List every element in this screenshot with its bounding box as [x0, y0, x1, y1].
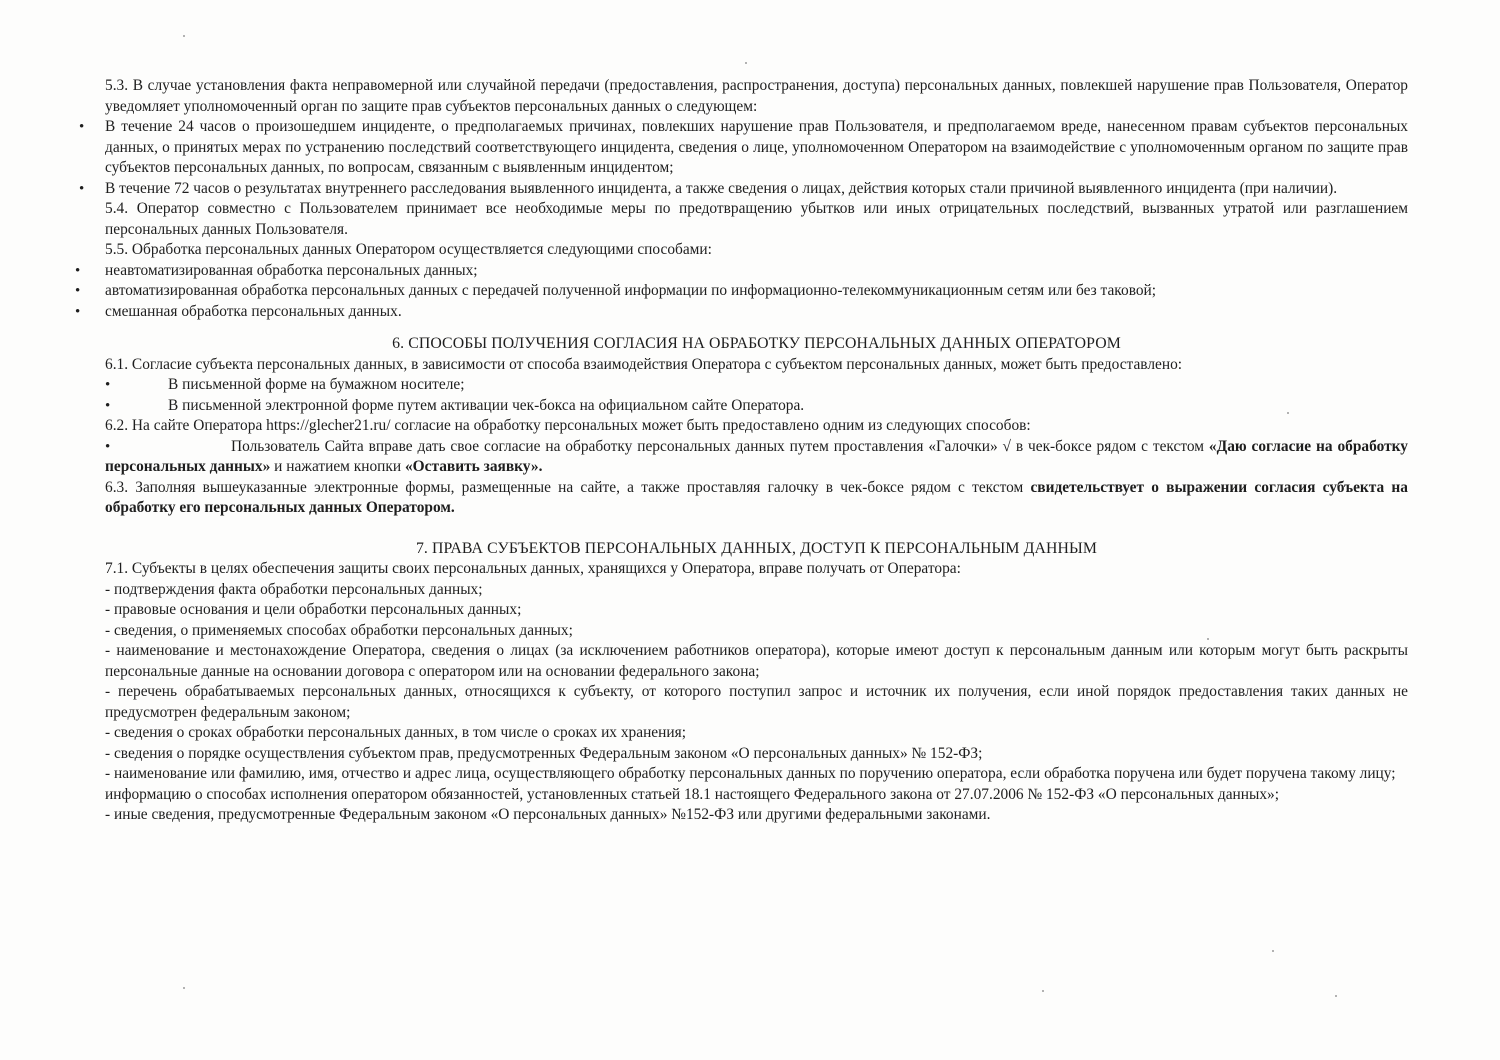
submit-button-label: «Оставить заявку». [404, 458, 543, 475]
scan-speck [183, 987, 185, 989]
paragraph-6-2: 6.2. На сайте Оператора https://glecher21.ru/ согласие на обработку персональных может быть предоставлено одним из следующих способов: [105, 417, 1031, 434]
list-item-text: В письменной электронной форме путем активации чек-бокса на официальном сайте Оператора. [168, 396, 805, 414]
list-item [105, 375, 1408, 396]
bullet-marker: • [105, 397, 111, 414]
scan-speck [1042, 990, 1044, 992]
list-item-text: В течение 72 часов о результатах внутреннего расследования выявленного инцидента, а также сведения о лицах, действия которых стали причиной выявленного инцидента (при наличии). [105, 179, 1338, 197]
paragraph-6-3 [105, 478, 1408, 519]
list-item [105, 396, 1408, 417]
rights-list-item: - перечень обрабатываемых персональных данных, относящихся к субъекту, от которого поступил запрос и источник их получения, если иной порядок предоставления таких данных не предусмотрен федеральным законом; [105, 683, 1408, 721]
rights-list-item: - подтверждения факта обработки персональных данных; [105, 580, 483, 598]
paragraph-6-3-bold: свидетельствует о выражении согласия субъекта на обработку его персональных данных Оператором. [105, 478, 1408, 516]
paragraph-7-1: 7.1. Субъекты в целях обеспечения защиты своих персональных данных, хранящихся у Оператора, вправе получать от Оператора: [105, 560, 961, 577]
scan-speck [745, 62, 747, 64]
list-item [79, 117, 1408, 179]
rights-list-item: - сведения о сроках обработки персональных данных, в том числе о сроках их хранения; [105, 724, 686, 741]
list-item [105, 437, 1408, 478]
bullet-marker: • [75, 262, 81, 279]
paragraph-6-3-text: 6.3. Заполняя вышеуказанные электронные формы, размещенные на сайте, а также проставляя галочку в чек-боксе рядом с текстом [105, 478, 1031, 496]
bullet-marker: • [79, 119, 85, 135]
rights-list-item: - сведения о порядке осуществления субъектом прав, предусмотренных Федеральным законом «О персональных данных» № 152-ФЗ; [105, 744, 983, 762]
consent-method-text: Пользователь Сайта вправе дать свое согласие на обработку персональных данных путем проставления «Галочки» √ в чек-боксе рядом с текстом [231, 437, 1209, 455]
section-6-heading: 6. СПОСОБЫ ПОЛУЧЕНИЯ СОГЛАСИЯ НА ОБРАБОТКУ ПЕРСОНАЛЬНЫХ ДАННЫХ ОПЕРАТОРОМ [392, 335, 1121, 352]
list-item-text: В письменной форме на бумажном носителе; [168, 376, 465, 393]
list-item-text: смешанная обработка персональных данных. [105, 302, 402, 320]
paragraph-5-4: 5.4. Оператор совместно с Пользователем принимает все необходимые меры по предотвращению убытков или иных отрицательных последствий, вызванных утратой или разглашением персональных данных Пользователя. [105, 200, 1408, 238]
bullet-marker: • [75, 303, 81, 320]
rights-list-item: - иные сведения, предусмотренные Федеральным законом «О персональных данных» №152-ФЗ или другими федеральными законами. [105, 806, 991, 823]
section-7-heading: 7. ПРАВА СУБЪЕКТОВ ПЕРСОНАЛЬНЫХ ДАННЫХ, ДОСТУП К ПЕРСОНАЛЬНЫМ ДАННЫМ [415, 539, 1098, 557]
paragraph-5-5: 5.5. Обработка персональных данных Оператором осуществляется следующими способами: [105, 241, 712, 258]
list-item [75, 261, 1408, 282]
bullet-marker: • [79, 180, 85, 197]
rights-list-item: - наименование или фамилию, имя, отчество и адрес лица, осуществляющего обработку персональных данных по поручению оператора, если обработка поручена или будет поручена такому лицу; [105, 765, 1396, 782]
list-item-text: автоматизированная обработка персональных данных с передачей полученной информации по информационно-телекоммуникационным сетям или без таковой; [105, 282, 1157, 299]
list-item-text [105, 437, 1408, 478]
scan-speck [183, 35, 185, 37]
scan-speck [1272, 950, 1274, 952]
consent-method-text-2: и нажатием кнопки [270, 458, 405, 475]
bullet-marker: • [75, 283, 81, 299]
rights-list-item: - сведения, о применяемых способах обработки персональных данных; [105, 621, 573, 639]
list-item-text: неавтоматизированная обработка персональных данных; [105, 261, 478, 279]
paragraph-6-1: 6.1. Согласие субъекта персональных данных, в зависимости от способа взаимодействия Оператора с субъектом персональных данных, может быть предоставлено: [105, 355, 1183, 373]
list-item [79, 179, 1408, 200]
bullet-marker: • [105, 438, 111, 455]
paragraph-5-3: 5.3. В случае установления факта неправомерной или случайной передачи (предоставления, распространения, доступа) персональных данных, повлекшей нарушение прав Пользователя, Оператор уведомляет уполномоченный орган по защите прав субъектов персональных данных о следующем: [105, 77, 1408, 115]
rights-list-item: - правовые основания и цели обработки персональных данных; [105, 601, 522, 618]
list-item [75, 302, 1408, 323]
rights-list-item: - наименование и местонахождение Оператора, сведения о лицах (за исключением работников оператора), которые имеют доступ к персональным данным или которым могут быть раскрыты персональные данные на основании договора с оператором или на основании федерального закона; [105, 642, 1408, 680]
rights-list-item: информацию о способах исполнения оператором обязанностей, установленных статьей 18.1 настоящего Федерального закона от 27.07.2006 № 152-ФЗ «О персональных данных»; [105, 785, 1280, 803]
consent-checkbox-label: «Даю согласие на обработку персональных данных» [105, 437, 1408, 475]
scan-speck [1335, 995, 1337, 997]
document-body [75, 76, 1408, 826]
list-item-text: В течение 24 часов о произошедшем инциденте, о предполагаемых причинах, повлекших нарушение прав Пользователя, и предполагаемом вреде, нанесенном правам субъектов персональных данных, о принятых мерах по устранению последствий соответствующего инцидента, сведения о лице, уполномоченном Оператором на взаимодействие с уполномоченным органом по защите прав субъектов персональных данных, по вопросам, связанным с выявленным инцидентом; [105, 118, 1408, 176]
bullet-marker: • [105, 377, 111, 393]
list-item [75, 281, 1408, 302]
